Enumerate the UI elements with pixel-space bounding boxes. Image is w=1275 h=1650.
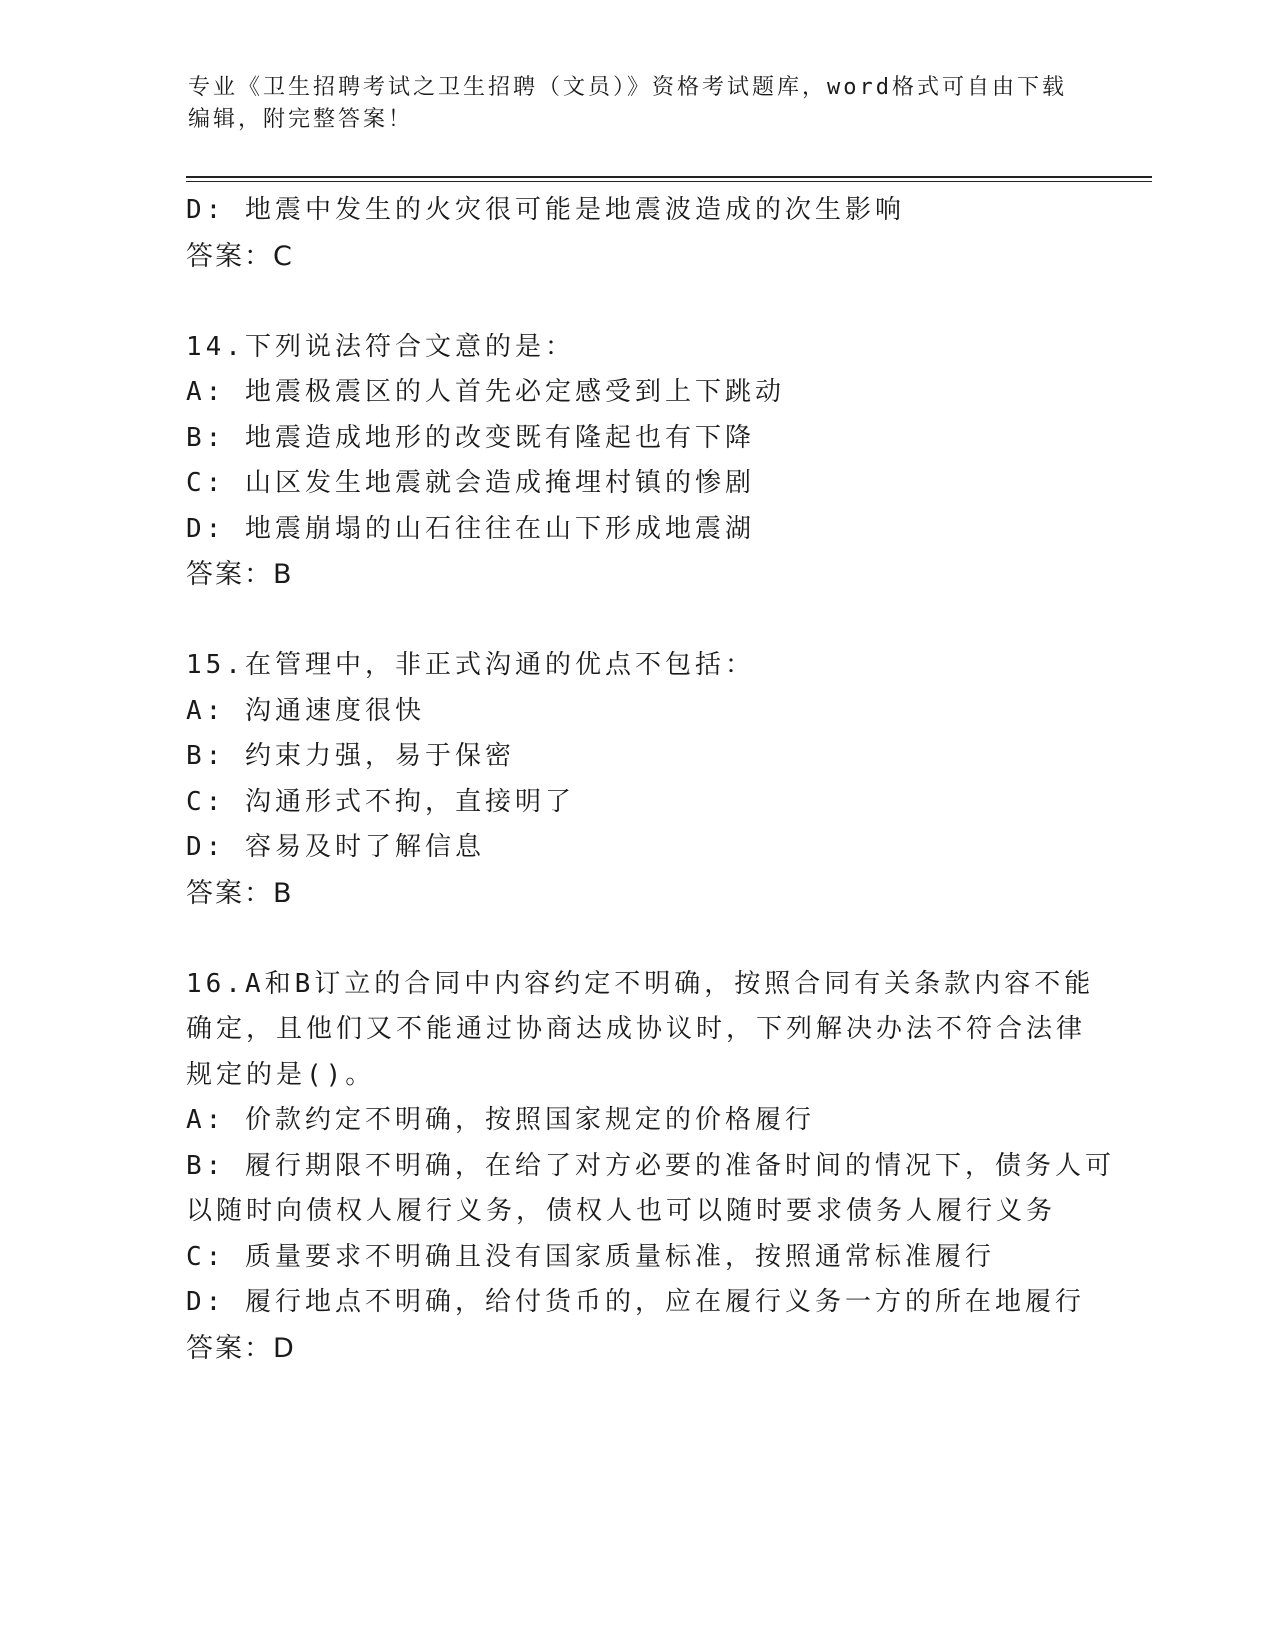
spacer: [186, 598, 1086, 644]
prev-answer: 答案：C: [186, 240, 294, 272]
question-16: [186, 962, 1115, 1372]
question-stem-line-1: 16.A和B订立的合同中内容约定不明确，按照合同有关条款内容不能: [186, 968, 1095, 999]
option-d: D: 履行地点不明确，给付货币的，应在履行义务一方的所在地履行: [186, 1287, 1085, 1317]
question-14: [186, 325, 1086, 598]
answer: 答案：B: [186, 559, 294, 590]
header-line-2: 编辑，附完整答案！: [188, 107, 414, 132]
question-stem: 15.在管理中，非正式沟通的优点不包括：: [186, 650, 755, 680]
option-a: A: 沟通速度很快: [186, 695, 425, 726]
header-line-1: 专业《卫生招聘考试之卫生招聘（文员）》资格考试题库，word格式可自由下载: [188, 75, 1067, 100]
header-divider-thin: [186, 181, 1152, 182]
question-stem-line-3: 规定的是()。: [186, 1059, 376, 1090]
header-divider-thick: [186, 176, 1152, 178]
option-a: A: 地震极震区的人首先必定感受到上下跳动: [186, 377, 785, 407]
question-15: [186, 643, 1086, 916]
question-list: [186, 188, 1115, 1371]
option-d: D: 地震崩塌的山石往往在山下形成地震湖: [186, 513, 755, 544]
document-header: [188, 72, 1088, 136]
prev-option-d: D: 地震中发生的火灾很可能是地震波造成的次生影响: [186, 195, 905, 225]
option-b: B: 约束力强，易于保密: [186, 741, 515, 771]
question-stem: 14.下列说法符合文意的是：: [186, 331, 575, 362]
option-b-line-1: B: 履行期限不明确，在给了对方必要的准备时间的情况下，债务人可: [186, 1150, 1115, 1181]
option-c: C: 沟通形式不拘，直接明了: [186, 786, 575, 817]
option-a: A: 价款约定不明确，按照国家规定的价格履行: [186, 1105, 815, 1135]
answer: 答案：B: [186, 877, 294, 909]
spacer: [186, 916, 1086, 962]
option-c: C: 山区发生地震就会造成掩埋村镇的惨剧: [186, 468, 755, 498]
option-d: D: 容易及时了解信息: [186, 832, 485, 862]
option-b: B: 地震造成地形的改变既有隆起也有下降: [186, 422, 755, 453]
answer: 答案：D: [186, 1332, 296, 1364]
spacer: [186, 279, 1086, 325]
question-stem-line-2: 确定，且他们又不能通过协商达成协议时，下列解决办法不符合法律: [186, 1014, 1087, 1044]
option-c: C: 质量要求不明确且没有国家质量标准，按照通常标准履行: [186, 1241, 995, 1272]
option-b-line-2: 以随时向债权人履行义务，债权人也可以随时要求债务人履行义务: [186, 1196, 1057, 1226]
